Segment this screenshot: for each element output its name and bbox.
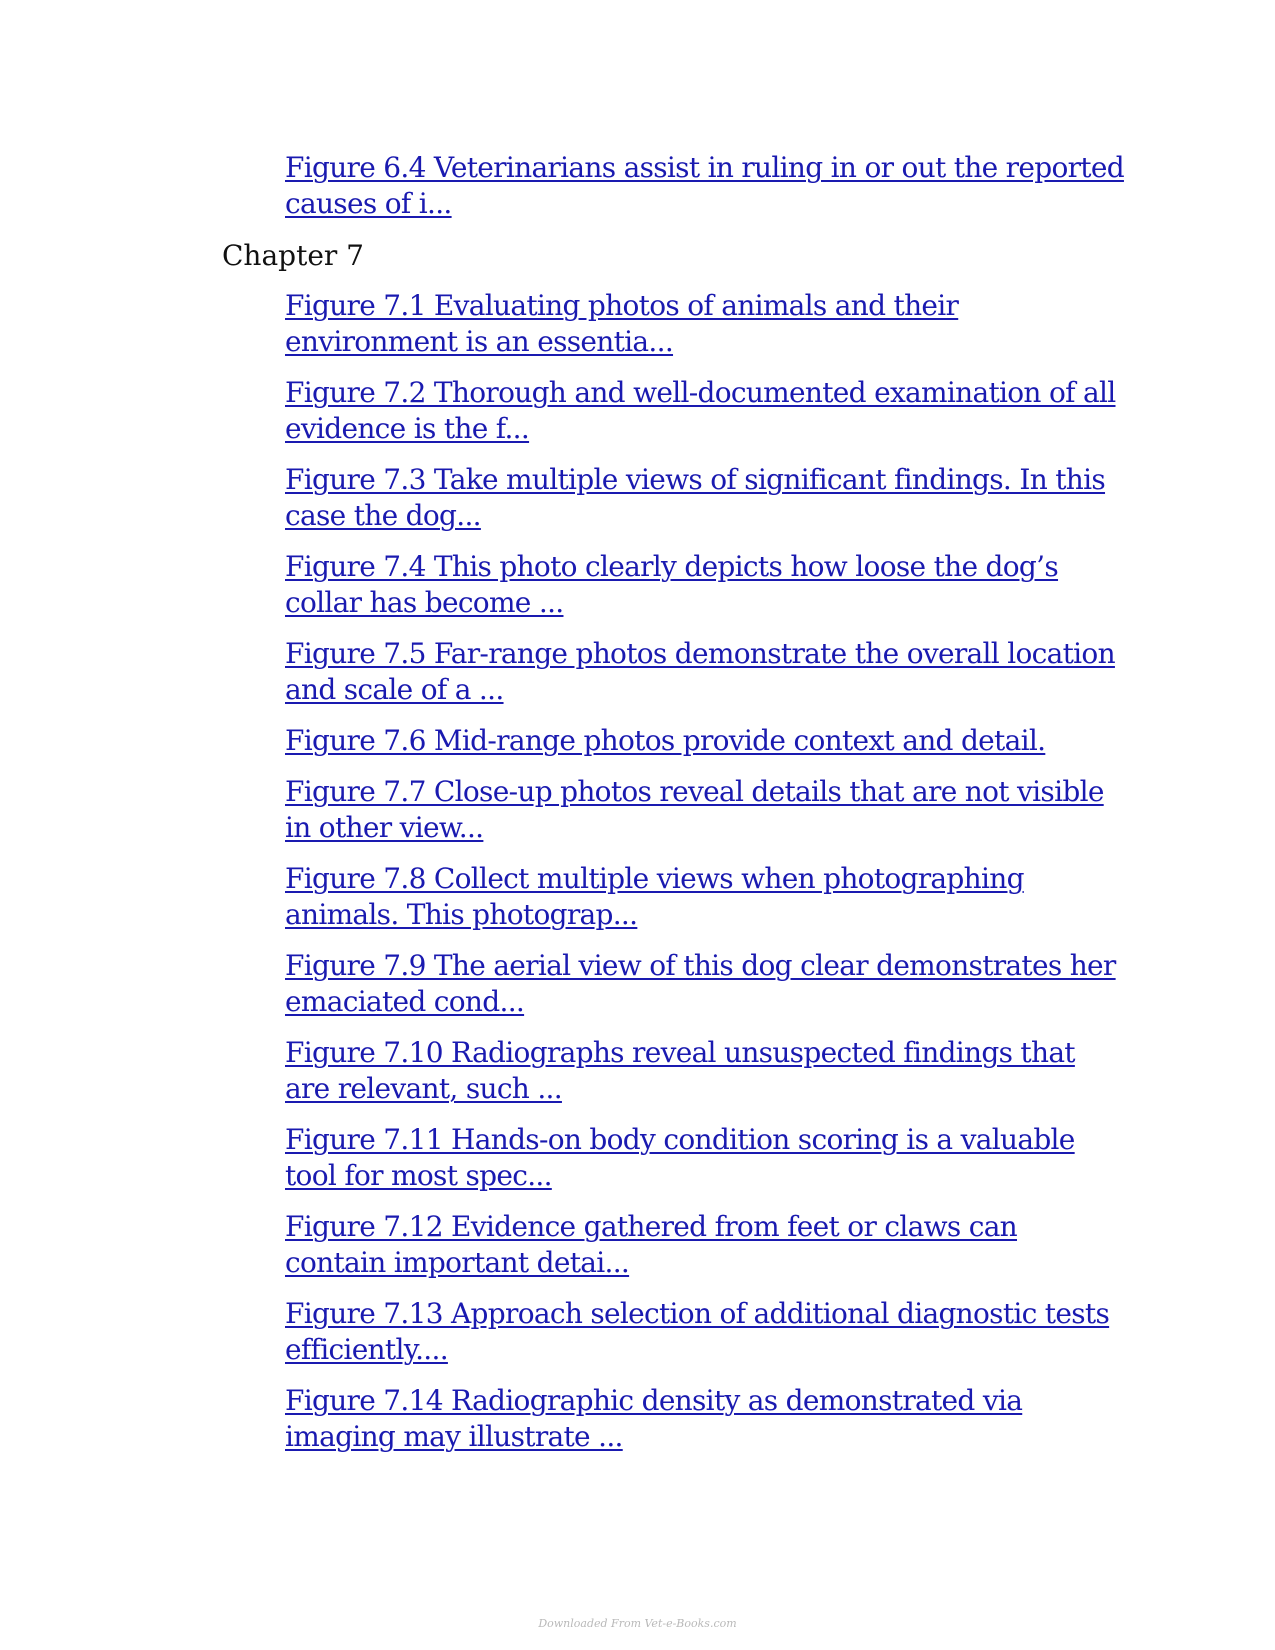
figure-7-2-link[interactable]: Figure 7.2 Thorough and well-documented examination of all evidence is the f... [285, 376, 1116, 445]
figure-list-item [285, 1296, 1125, 1368]
figure-list-item [285, 549, 1125, 621]
figure-list-item [285, 723, 1125, 759]
figure-7-10-link[interactable]: Figure 7.10 Radiographs reveal unsuspected findings that are relevant, such ... [285, 1036, 1075, 1105]
figure-list-item [285, 462, 1125, 534]
download-watermark: Downloaded From Vet-e-Books.com [538, 1617, 737, 1630]
figure-7-6-link[interactable]: Figure 7.6 Mid-range photos provide context and detail. [285, 724, 1046, 757]
figure-7-11-link[interactable]: Figure 7.11 Hands-on body condition scoring is a valuable tool for most spec... [285, 1123, 1075, 1192]
figure-list-item [285, 948, 1125, 1020]
figure-list-item [285, 150, 1125, 222]
figure-7-8-link[interactable]: Figure 7.8 Collect multiple views when photographing animals. This photograp... [285, 862, 1024, 931]
figure-6-4-link[interactable]: Figure 6.4 Veterinarians assist in ruling in or out the reported causes of i... [285, 151, 1124, 220]
figure-list-item [285, 1122, 1125, 1194]
figure-7-5-link[interactable]: Figure 7.5 Far-range photos demonstrate the overall location and scale of a ... [285, 637, 1115, 706]
chapter-heading: Chapter 7 [222, 239, 364, 272]
figure-list-item [285, 375, 1125, 447]
figure-7-1-link[interactable]: Figure 7.1 Evaluating photos of animals and their environment is an essentia... [285, 289, 959, 358]
figure-7-12-link[interactable]: Figure 7.12 Evidence gathered from feet or claws can contain important detai... [285, 1210, 1018, 1279]
figure-list-item [285, 1035, 1125, 1107]
figure-list-item [285, 636, 1125, 708]
figure-7-9-link[interactable]: Figure 7.9 The aerial view of this dog clear demonstrates her emaciated cond... [285, 949, 1116, 1018]
figure-7-14-link[interactable]: Figure 7.14 Radiographic density as demonstrated via imaging may illustrate ... [285, 1384, 1023, 1453]
figure-list-item [285, 288, 1125, 360]
figure-7-4-link[interactable]: Figure 7.4 This photo clearly depicts how loose the dog’s collar has become ... [285, 550, 1059, 619]
figure-list-item [285, 1209, 1125, 1281]
figure-7-7-link[interactable]: Figure 7.7 Close-up photos reveal details that are not visible in other view... [285, 775, 1104, 844]
figure-list [285, 288, 1125, 1470]
figure-list-item [285, 774, 1125, 846]
figure-7-3-link[interactable]: Figure 7.3 Take multiple views of significant findings. In this case the dog... [285, 463, 1106, 532]
figure-list-item [285, 861, 1125, 933]
figure-list-item [285, 1383, 1125, 1455]
figure-7-13-link[interactable]: Figure 7.13 Approach selection of additional diagnostic tests efficiently.... [285, 1297, 1110, 1366]
